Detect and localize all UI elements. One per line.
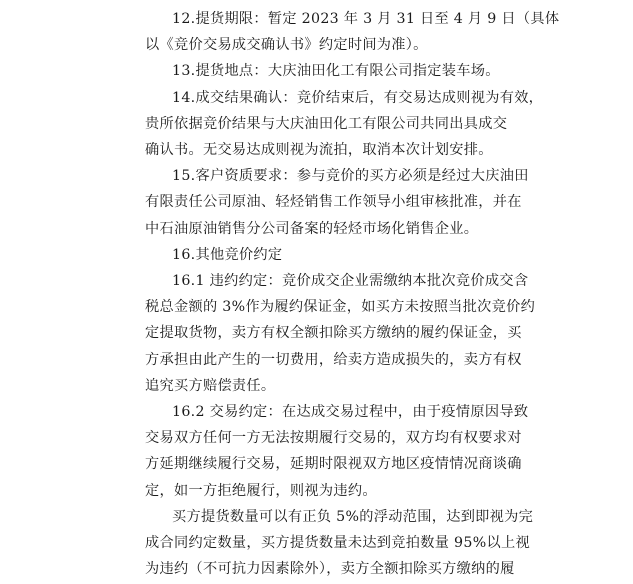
text-line: 交易双方任何一方无法按期履行交易的，双方均有权要求对 xyxy=(145,430,522,447)
text-line: 方承担由此产生的一切费用，给卖方造成损失的，卖方有权 xyxy=(145,351,522,368)
text-line: 以《竞价交易成交确认书》约定时间为准）。 xyxy=(145,37,428,54)
section-heading-other-terms xyxy=(145,242,495,268)
text-line: 追究买方赔偿责任。 xyxy=(145,377,276,394)
paragraph-result-confirmation xyxy=(145,85,544,164)
text-line: 贵所依据竞价结果与大庆油田化工有限公司共同出具成交 xyxy=(145,115,508,132)
paragraph-breach-agreement xyxy=(145,268,536,399)
text-line: 16.2 交易约定：在达成交易过程中，由于疫情原因导致 xyxy=(172,404,529,421)
paragraph-customer-qualification xyxy=(145,163,529,242)
text-line: 有限责任公司原油、轻烃销售工作领导小组审核批准，并在 xyxy=(145,194,522,211)
text-line: 确认书。无交易达成则视为流拍，取消本次计划安排。 xyxy=(145,142,493,159)
text-line: 15.客户资质要求：参与竞价的买方必须是经过大庆油田 xyxy=(172,168,529,185)
paragraph-delivery-period xyxy=(145,6,560,58)
text-line: 定，如一方拒绝履行，则视为违约。 xyxy=(145,482,377,499)
text-line: 为违约（不可抗力因素除外），卖方全额扣除买方缴纳的履 xyxy=(145,561,515,578)
text-line: 买方提货数量可以有正负 5%的浮动范围，达到即视为完 xyxy=(172,508,534,525)
text-line: 成合同约定数量，买方提货数量未达到竞拍数量 95%以上视 xyxy=(145,535,530,552)
text-line: 16.其他竞价约定 xyxy=(172,246,283,263)
text-line: 13.提货地点：大庆油田化工有限公司指定装车场。 xyxy=(172,63,500,80)
document-body xyxy=(145,6,560,582)
text-line: 税总金额的 3%作为履约保证金，如买方未按照当批次竞价约 xyxy=(145,299,536,316)
paragraph-delivery-location xyxy=(145,58,500,84)
text-line: 12.提货期限：暂定 2023 年 3 月 31 日至 4 月 9 日（具体 xyxy=(172,11,560,27)
text-line: 16.1 违约约定：竞价成交企业需缴纳本批次竞价成交含 xyxy=(172,273,529,290)
text-line: 14.成交结果确认：竞价结束后，有交易达成则视为有效， xyxy=(172,89,544,106)
paragraph-quantity-tolerance xyxy=(145,504,534,583)
paragraph-transaction-agreement xyxy=(145,399,529,504)
text-line: 中石油原油销售分公司备案的轻烃市场化销售企业。 xyxy=(145,220,479,237)
text-line: 方延期继续履行交易，延期时限视双方地区疫情情况商谈确 xyxy=(145,456,522,473)
text-line: 定提取货物，卖方有权全额扣除买方缴纳的履约保证金，买 xyxy=(145,325,522,342)
